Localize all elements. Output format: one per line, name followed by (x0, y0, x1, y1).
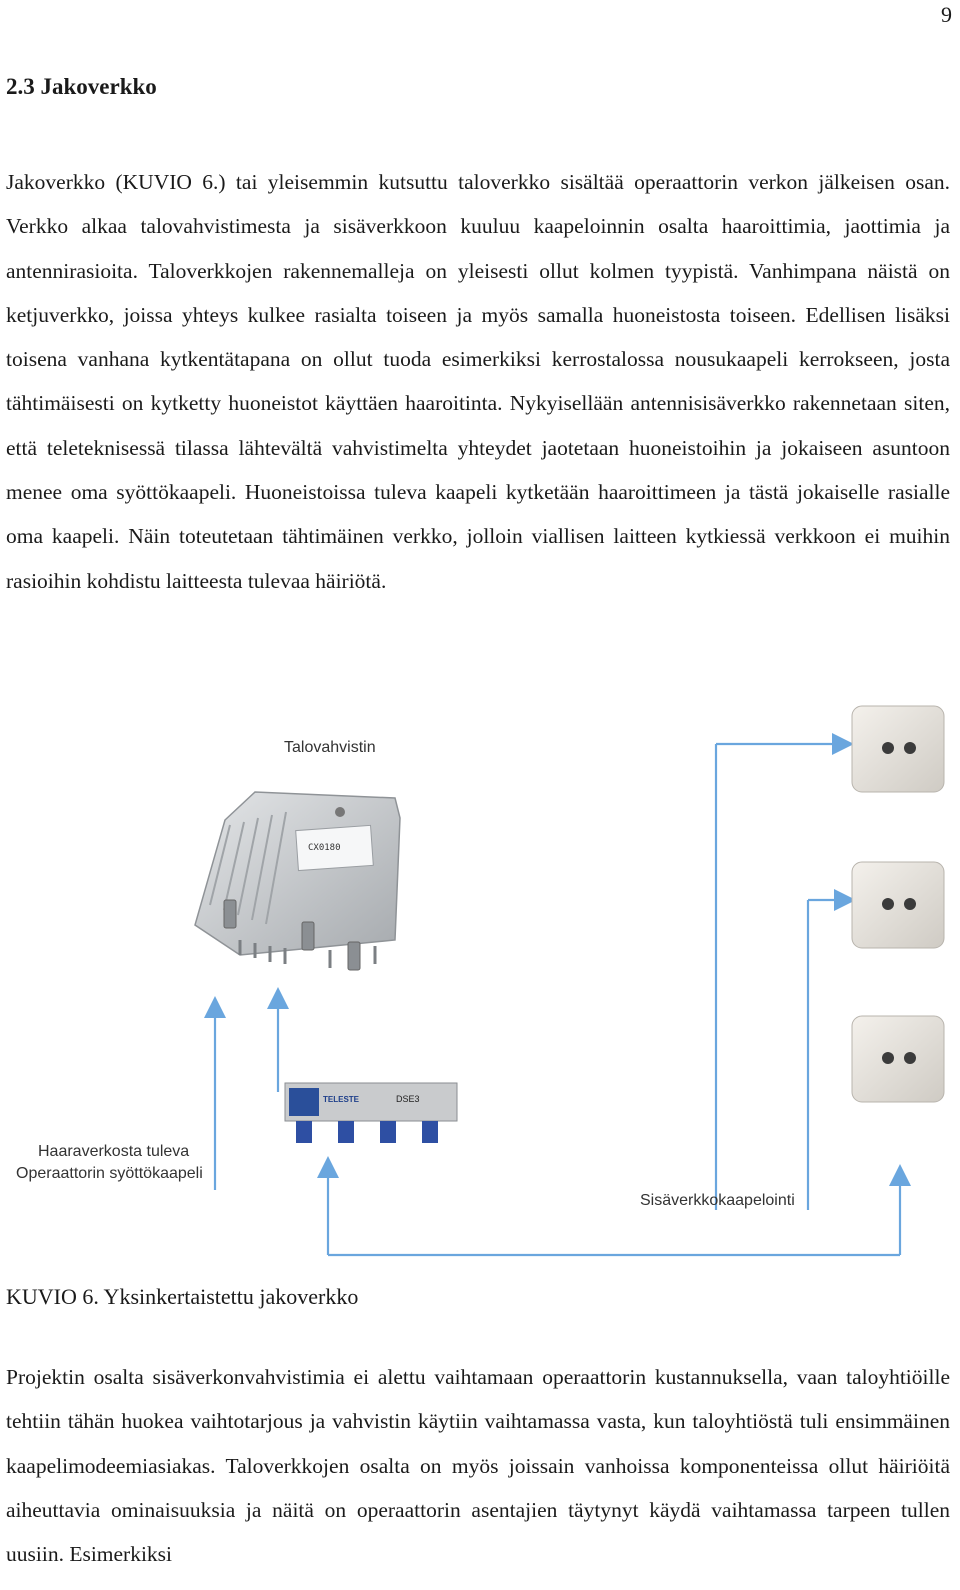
body-paragraph: Projektin osalta sisäverkonvahvistimia ei alettu vaihtamaan operaattorin kustannuksella, vaan taloyhtiöille tehtiin tähän huokea vaihtotarjous ja vahvistin käytiin vaihtamassa vasta, kun taloyhtiöstä tuli ensimmäinen kaapelimodeemiasiakas. Taloverkkojen osalta on myös joissain vanhoissa komponenteissa ollut häiriöitä aiheuttavia ominaisuuksia ja näitä on operaattorin asentajien täytynyt käydä vaihtamassa tarpeen tullen uusiin. Esimerkiksi (6, 1365, 950, 1567)
section-heading: 2.3 Jakoverkko (6, 74, 157, 99)
wall-socket-middle (852, 862, 944, 948)
wall-socket-bottom (852, 1016, 944, 1102)
amplifier-image (195, 792, 400, 970)
label-feed-line2: Operaattorin syöttökaapeli (16, 1165, 203, 1182)
figure-caption: KUVIO 6. Yksinkertaistettu jakoverkko (6, 1284, 359, 1309)
intro-paragraph: Jakoverkko (KUVIO 6.) tai yleisemmin kutsuttu taloverkko sisältää operaattorin verkon jälkeisen osan. Verkko alkaa talovahvistimesta ja sisäverkkoon kuuluu kaapeloinnin osalta haaroittimia, jaottimia ja antennirasioita. Taloverkkojen rakennemalleja on yleisesti ollut kolmen tyypistä. Vanhimpana näistä on ketjuverkko, joissa yhteys kulkee rasialta toiseen ja myös samalla huoneistosta toiseen. Edellisen lisäksi toisena vanhana kytkentätapana on ollut tuoda esimerkiksi kerrostalossa nousukaapeli kerrokseen, josta tähtimäisesti on kytketty huoneistot käyttäen haaroitinta. Nykyisellään antennisisäverkko rakennetaan siten, että teleteknisessä tilassa lähtevältä vahvistimelta yhteydet jaotetaan huoneistoihin ja jokaiseen asuntoon menee oma syöttökaapeli. Huoneistoissa tuleva kaapeli kytketään haaroittimeen ja tästä jokaiselle rasialle oma kaapeli. Näin toteutetaan tähtimäinen verkko, jolloin viallisen laitteen kytkiessä verkkoon ei muihin rasioihin kohdistu laitteesta tulevaa häiriötä. (6, 170, 950, 593)
splitter-image (285, 1083, 457, 1143)
label-feed-line1: Haaraverkosta tuleva (38, 1143, 190, 1160)
label-amplifier: Talovahvistin (284, 739, 376, 756)
network-diagram (0, 700, 960, 1275)
splitter-brand: TELESTE (323, 1095, 360, 1104)
splitter-model: DSE3 (396, 1094, 420, 1104)
amplifier-tag: CX0180 (308, 843, 341, 853)
page-number: 9 (941, 2, 952, 27)
wall-socket-top (852, 706, 944, 792)
label-cabling: Sisäverkkokaapelointi (640, 1192, 795, 1209)
